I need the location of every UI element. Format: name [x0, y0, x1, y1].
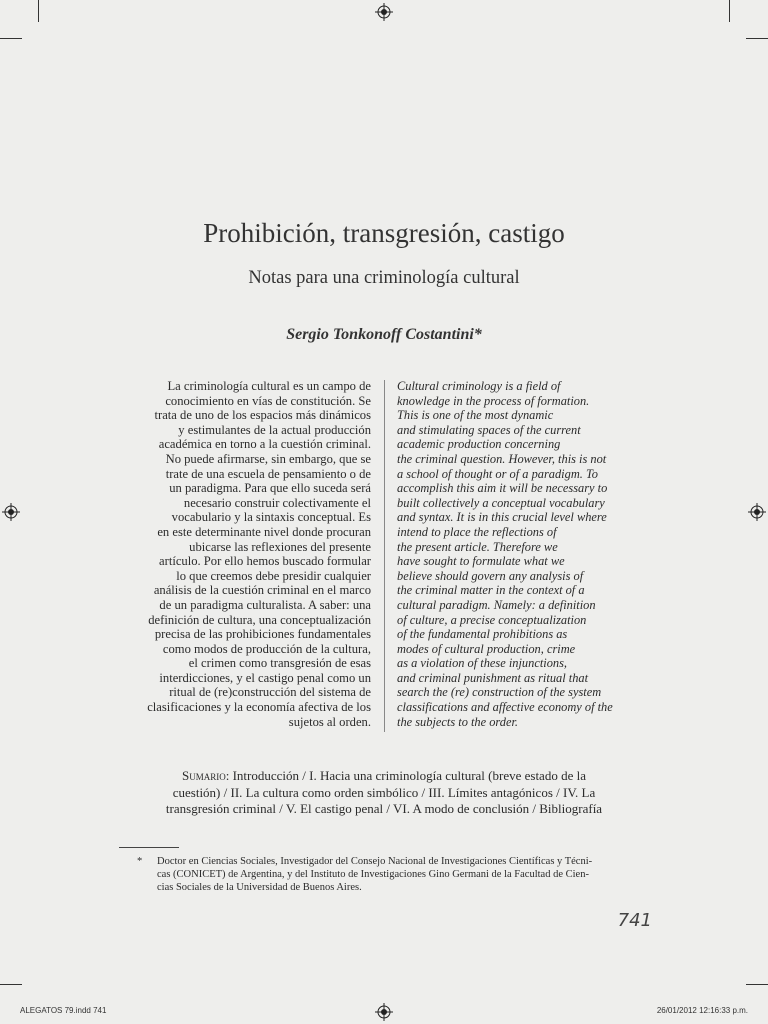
sumario [140, 768, 628, 818]
sumario-line: cuestión) / II. La cultura como orden simbólico / III. Límites antagónicos / IV. La [172, 784, 596, 800]
abstract-es-line: un paradigma. Para que ello suceda será [169, 481, 371, 496]
abstract-en-line: as a violation of these injunctions, [397, 656, 568, 671]
slug-filename: ALEGATOS 79.indd 741 [20, 1006, 107, 1015]
crop-mark-top-right [729, 0, 730, 22]
abstract-es-line: el crimen como transgresión de esas [188, 656, 371, 671]
abstract-en-line: modes of cultural production, crime [397, 641, 576, 656]
abstract-en-line: the subjects to the order. [397, 714, 519, 729]
abstract-en-line: search the (re) construction of the system [397, 685, 602, 700]
abstract-en-line: intend to place the reflections of [397, 524, 557, 539]
article-title: Prohibición, transgresión, castigo [203, 218, 565, 248]
abstract-en-line: knowledge in the process of formation. [397, 393, 590, 408]
footnote-line: Doctor en Ciencias Sociales, Investigador del Consejo Nacional de Investigaciones Científicas y Técni- [157, 856, 593, 867]
sumario-line [140, 768, 628, 785]
abstract-en-line: built collectively a conceptual vocabulary [397, 495, 605, 510]
author-name: Sergio Tonkonoff Costantini* [286, 326, 482, 343]
page-number: 741 [617, 910, 652, 931]
sumario-label: Sumario [182, 768, 226, 783]
slug-datetime: 26/01/2012 12:16:33 p.m. [656, 1006, 748, 1015]
abstract-es-line: vocabulario y la sintaxis conceptual. Es [171, 510, 371, 525]
abstract-es-line: sujetos al orden. [288, 714, 371, 729]
abstract-spanish [110, 379, 371, 729]
abstract-en-line: academic production concerning [397, 437, 561, 452]
abstract-es-line: artículo. Por ello hemos buscado formular [159, 554, 371, 569]
crop-mark-right-lower [746, 984, 768, 985]
abstract-es-line: de un paradigma culturalista. A saber: una [159, 597, 371, 612]
abstract-es-line: definición de cultura, una conceptualización [148, 612, 371, 627]
crop-mark-left-lower [0, 984, 22, 985]
abstract-es-line: en este determinante nivel donde procuran [157, 524, 371, 539]
abstract-es-line: como modos de producción de la cultura, [162, 641, 371, 656]
crop-mark-top-left [38, 0, 39, 22]
abstract-es-line: La criminología cultural es un campo de [167, 379, 371, 393]
abstract-en-line: This is one of the most dynamic [397, 408, 554, 423]
abstract-es-line: conocimiento en vías de constitución. Se [165, 393, 371, 408]
abstract-en-line: and syntax. It is in this crucial level where [397, 510, 607, 525]
footnote-text [157, 855, 657, 894]
abstract-en-line: classifications and affective economy of the [397, 700, 613, 715]
footnote-marker: * [137, 856, 143, 867]
crop-mark-left-upper [0, 38, 22, 39]
abstract-en-line: and stimulating spaces of the current [397, 422, 581, 437]
abstract-en-line: have sought to formulate what we [397, 554, 565, 569]
abstract-en-line: of culture, a precise conceptualization [397, 612, 587, 627]
abstract-en-line: a school of thought or of a paradigm. To [397, 466, 598, 481]
abstract-english [397, 379, 667, 729]
abstract-en-line: believe should govern any analysis of [397, 568, 584, 583]
abstract-es-line: análisis de la cuestión criminal en el marco [153, 583, 371, 598]
abstract-es-line: No puede afirmarse, sin embargo, que se [165, 451, 371, 466]
sumario-text: : Introducción / I. Hacia una criminología cultural (breve estado de la [225, 768, 586, 783]
abstract-es-line: y estimulantes de la actual producción [178, 422, 371, 437]
abstract-es-line: académica en torno a la cuestión criminal. [158, 437, 371, 452]
abstract-es-line: clasificaciones y la economía afectiva de los [147, 700, 371, 715]
abstract-en-line: and criminal punishment as ritual that [397, 670, 589, 685]
footnote-rule [119, 847, 179, 848]
abstract-en-line: cultural paradigm. Namely: a definition [397, 597, 596, 612]
crop-mark-right-upper [746, 38, 768, 39]
registration-mark-right [748, 503, 766, 521]
abstract-en-line: the criminal matter in the context of a [397, 583, 585, 598]
abstract-en-line: the criminal question. However, this is not [397, 451, 607, 466]
abstract-en-line: Cultural criminology is a field of [397, 379, 561, 393]
registration-mark-left [2, 503, 20, 521]
column-divider [384, 380, 385, 732]
abstract-es-line: ritual de (re)construcción del sistema de [169, 685, 371, 700]
abstract-en-line: the present article. Therefore we [397, 539, 558, 554]
abstract-es-line: ubicarse las reflexiones del presente [189, 539, 371, 554]
abstract-en-line: accomplish this aim it will be necessary to [397, 481, 608, 496]
abstract-es-line: necesario construir colectivamente el [183, 495, 371, 510]
registration-mark-bottom [375, 1003, 393, 1021]
abstract-es-line: trata de uno de los espacios más dinámicos [154, 408, 371, 423]
footnote [137, 855, 657, 894]
article-subtitle: Notas para una criminología cultural [248, 268, 520, 288]
abstract-es-line: trate de una escuela de pensamiento o de [165, 466, 371, 481]
registration-mark-top [375, 3, 393, 21]
abstract-es-line: lo que creemos debe presidir cualquier [176, 568, 371, 583]
sumario-line: transgresión criminal / V. El castigo penal / VI. A modo de conclusión / Bibliografía [165, 801, 603, 816]
abstract-es-line: interdicciones, y el castigo penal como un [159, 670, 371, 685]
footnote-line: cias Sociales de la Universidad de Buenos Aires. [157, 882, 362, 893]
abstract-es-line: precisa de las prohibiciones fundamentales [154, 627, 371, 642]
footnote-line: cas (CONICET) de Argentina, y del Instituto de Investigaciones Gino Germani de la Facultad de Cien- [157, 869, 589, 880]
abstract-en-line: of the fundamental prohibitions as [397, 627, 568, 642]
